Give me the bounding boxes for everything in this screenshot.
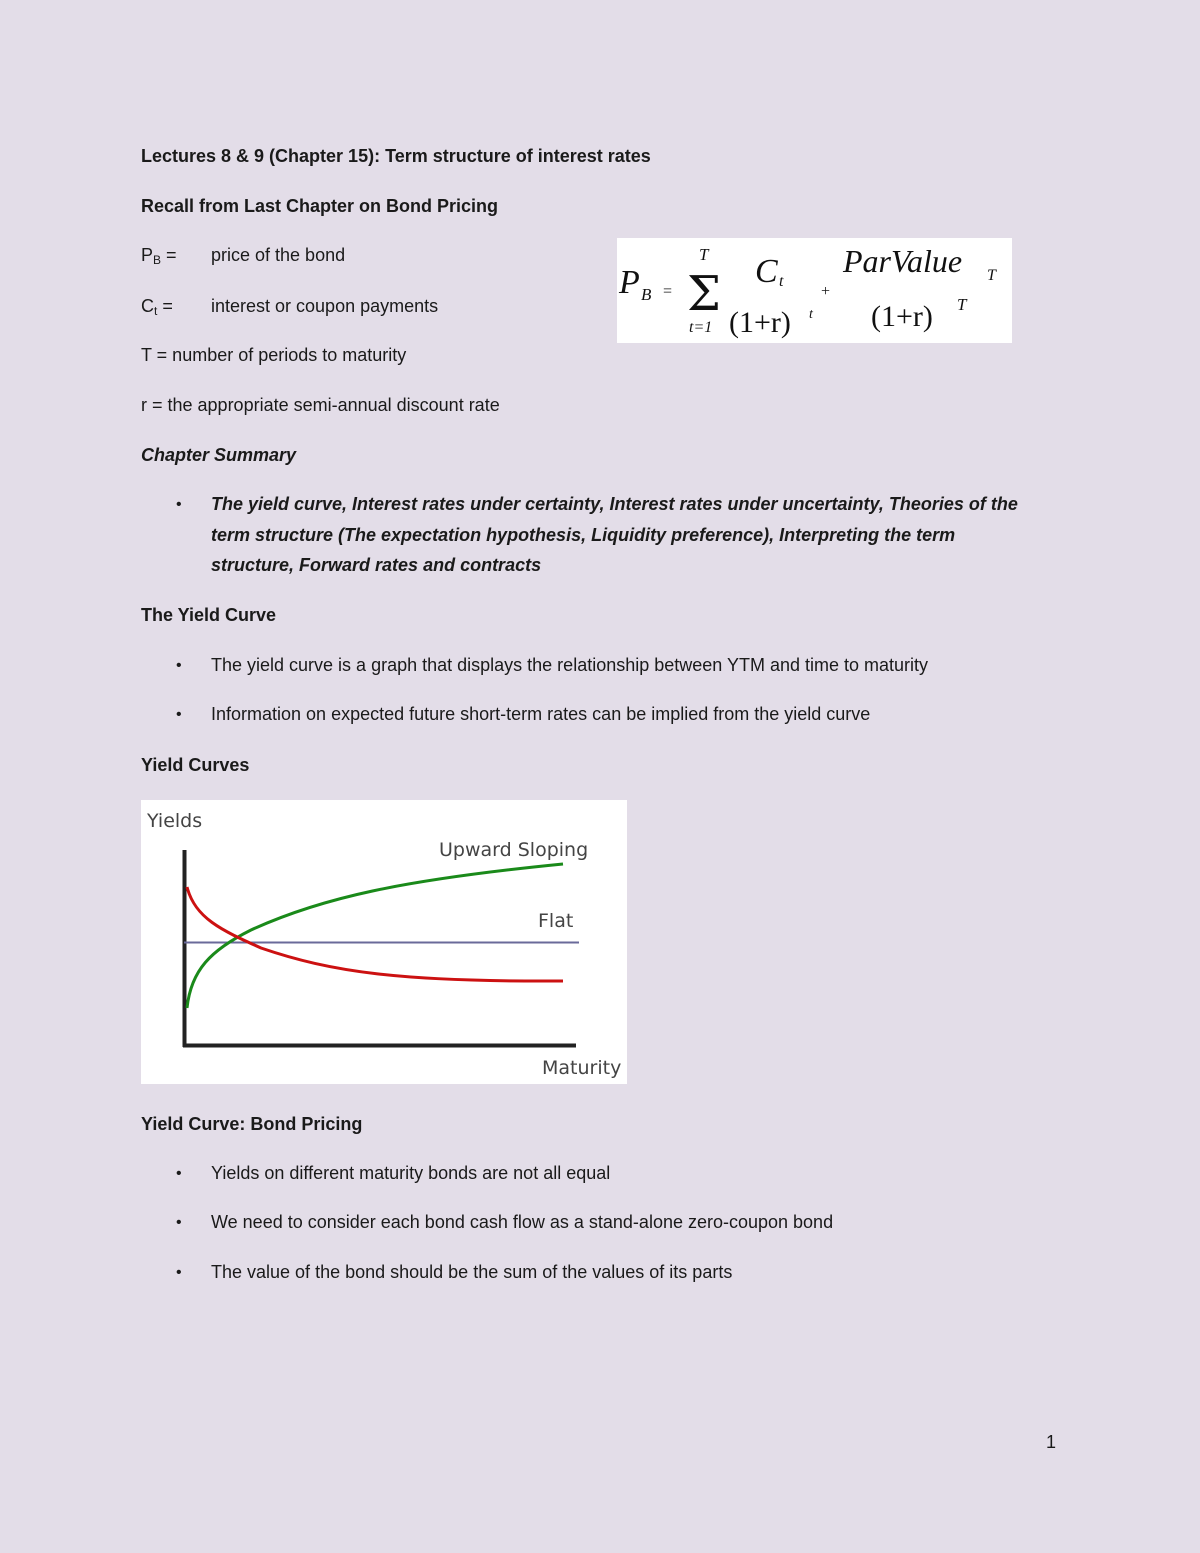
definition-pb xyxy=(141,243,345,272)
definition-equals: = xyxy=(161,245,177,265)
formula-numerator-2: ParValue xyxy=(843,243,963,279)
formula-numerator-1: C xyxy=(755,253,778,290)
definition-t: T = number of periods to maturity xyxy=(141,345,407,365)
bond-pricing-bullet: Yields on different maturity bonds are not all equal xyxy=(211,1163,611,1183)
yield-curve-bullet: Information on expected future short-term rates can be implied from the yield curve xyxy=(211,704,871,724)
yield-curve-heading: The Yield Curve xyxy=(141,605,277,625)
bullet-icon: • xyxy=(176,706,182,723)
bullet-icon: • xyxy=(176,496,182,513)
formula-denominator-2: (1+r) xyxy=(871,300,933,333)
bullet-icon: • xyxy=(176,1264,182,1281)
bullet-icon: • xyxy=(176,1165,182,1182)
definition-r: r = the appropriate semi-annual discount rate xyxy=(141,395,500,415)
definition-text: price of the bond xyxy=(211,245,346,265)
definition-equals: = xyxy=(157,296,173,316)
summary-line: structure, Forward rates and contracts xyxy=(211,555,542,575)
summary-line: The yield curve, Interest rates under certainty, Interest rates under uncertainty, Theories of the xyxy=(211,494,1018,514)
sigma-icon: Σ xyxy=(687,266,721,322)
bond-pricing-bullet: The value of the bond should be the sum of the values of its parts xyxy=(211,1262,733,1282)
formula-numerator-2-subscript: T xyxy=(987,267,996,284)
formula-lhs: P xyxy=(619,264,640,301)
x-axis-label: Maturity xyxy=(542,1057,622,1079)
formula-denominator-2-exponent: T xyxy=(957,295,967,314)
bullet-icon: • xyxy=(176,1214,182,1231)
summary-bullet-text xyxy=(211,489,1018,581)
series-label-upward: Upward Sloping xyxy=(439,839,589,861)
page-number: 1 xyxy=(1046,1432,1057,1452)
definition-term: P xyxy=(141,245,154,265)
definition-term: C xyxy=(141,296,154,316)
bond-pricing-bullet: We need to consider each bond cash flow as a stand-alone zero-coupon bond xyxy=(211,1212,834,1232)
formula-denominator-1-exponent: t xyxy=(809,307,813,322)
formula-numerator-1-subscript: t xyxy=(779,273,784,290)
yield-curves-heading: Yield Curves xyxy=(141,755,250,775)
yield-curves-chart xyxy=(141,800,627,1084)
formula-sum-upper: T xyxy=(699,245,709,264)
bond-pricing-formula xyxy=(617,238,1012,343)
definition-text: interest or coupon payments xyxy=(211,296,439,316)
yield-curve-bullet: The yield curve is a graph that displays the relationship between YTM and time to maturity xyxy=(211,655,929,675)
summary-line: term structure (The expectation hypothesis, Liquidity preference), Interpreting the term xyxy=(211,524,956,545)
recall-heading: Recall from Last Chapter on Bond Pricing xyxy=(141,196,499,216)
definition-term-subscript: t xyxy=(154,304,158,318)
series-label-flat: Flat xyxy=(538,910,574,932)
formula-denominator-1: (1+r) xyxy=(729,306,791,339)
y-axis-label: Yields xyxy=(147,810,203,832)
formula-equals: = xyxy=(663,283,673,300)
formula-sum-lower: t=1 xyxy=(689,319,713,336)
summary-heading: Chapter Summary xyxy=(141,445,297,465)
definition-ct xyxy=(141,294,438,323)
page-title: Lectures 8 & 9 (Chapter 15): Term structure of interest rates xyxy=(141,146,651,166)
upward-sloping-curve xyxy=(187,864,563,1008)
definition-term-subscript: B xyxy=(153,253,162,267)
formula-plus: + xyxy=(821,283,831,300)
bullet-icon: • xyxy=(176,657,182,674)
formula-lhs-subscript: B xyxy=(641,285,652,304)
bond-pricing-heading: Yield Curve: Bond Pricing xyxy=(141,1114,363,1134)
